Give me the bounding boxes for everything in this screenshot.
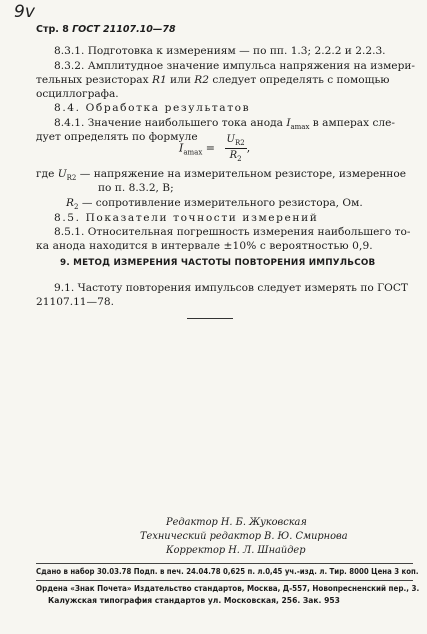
imprint-line1: Сдано в набор 30.03.78 Подп. в печ. 24.04.78 0,625 п. л.0,45 уч.-изд. л. Тир. 8000 Цена 3 коп. — [36, 567, 419, 576]
text: 8.4.1. Значение наибольшего тока анода — [54, 117, 287, 129]
paragraph-8-3-1: 8.3.1. Подготовка к измерениям — по пп. 1.3; 2.2.2 и 2.2.3. — [54, 45, 386, 57]
formula-equals: = — [202, 141, 219, 155]
heading-8-4: 8.4. Обработка результатов — [54, 102, 251, 114]
formula-lhs: I — [179, 141, 184, 155]
handwritten-mark: 9v — [14, 2, 35, 22]
resistor-r2: R2 — [194, 74, 209, 86]
num-sub: R2 — [234, 139, 245, 147]
text: — сопротивление измерительного резистора, Ом. — [78, 197, 363, 209]
den-symbol: R — [229, 150, 238, 161]
formula-comma: , — [246, 141, 251, 155]
voltage-symbol: U — [57, 168, 67, 180]
resistor-r1: R1 — [151, 74, 167, 86]
resistance-sub: 2 — [73, 203, 79, 211]
paragraph-9-1-line2: 21107.11—78. — [36, 296, 114, 308]
resistance-symbol: R — [66, 197, 74, 209]
current-subscript: amax — [290, 123, 310, 131]
paragraph-9-1-line1: 9.1. Частоту повторения импульсов следует измерять по ГОСТ — [54, 282, 408, 294]
credit-tech-editor: Технический редактор В. Ю. Смирнова — [140, 531, 348, 542]
imprint-line2: Ордена «Знак Почета» Издательство стандартов, Москва, Д-557, Новопресненский пер., 3. — [36, 584, 420, 593]
text: следует определять с помощью — [209, 74, 390, 86]
paragraph-8-5-1-line2: ка анода находится в интервале ±10% с вероятностью 0,9. — [36, 240, 373, 252]
voltage-sub: R2 — [66, 174, 77, 182]
formula-denominator — [225, 149, 247, 163]
formula — [179, 134, 250, 163]
credit-proofreader: Корректор Н. Л. Шнайдер — [166, 545, 306, 556]
formula-numerator — [225, 134, 247, 149]
paragraph-8-3-2-line3: осциллографа. — [36, 88, 119, 100]
paragraph-8-3-2-line2 — [36, 73, 389, 88]
paragraph-8-3-2-line1: 8.3.2. Амплитудное значение импульса напряжения на измери- — [54, 60, 415, 72]
credit-editor: Редактор Н. Б. Жуковская — [166, 517, 307, 528]
text: — напряжение на измерительном резисторе, измеренное — [76, 168, 407, 180]
num-symbol: U — [226, 134, 235, 145]
text: тельных резисторах — [36, 74, 152, 86]
paragraph-8-4-1-line2: дует определять по формуле — [36, 131, 198, 143]
imprint-top-rule — [36, 563, 413, 564]
heading-8-5: 8.5. Показатели точности измерений — [54, 212, 319, 224]
text: или — [166, 74, 195, 86]
where-line2: по п. 8.3.2, В; — [98, 182, 174, 194]
formula-lhs-sub: amax — [183, 148, 203, 157]
page-number: Стр. 8 — [36, 24, 69, 35]
divider-rule — [187, 318, 233, 319]
text: в амперах сле- — [309, 117, 395, 129]
text: где — [36, 168, 58, 180]
where-line1 — [36, 167, 406, 186]
imprint-line3: Калужская типография стандартов ул. Московская, 256. Зак. 953 — [48, 596, 340, 605]
formula-fraction — [225, 134, 247, 163]
standard-number: ГОСТ 21107.10—78 — [72, 24, 176, 35]
current-symbol: I — [286, 117, 291, 129]
section-9-title: 9. МЕТОД ИЗМЕРЕНИЯ ЧАСТОТЫ ПОВТОРЕНИЯ ИМПУЛЬСОВ — [60, 258, 376, 268]
den-sub: 2 — [237, 155, 242, 163]
page-header — [36, 24, 176, 35]
paragraph-8-5-1-line1: 8.5.1. Относительная погрешность измерения наибольшего то- — [54, 226, 411, 238]
imprint-mid-rule — [36, 580, 413, 581]
